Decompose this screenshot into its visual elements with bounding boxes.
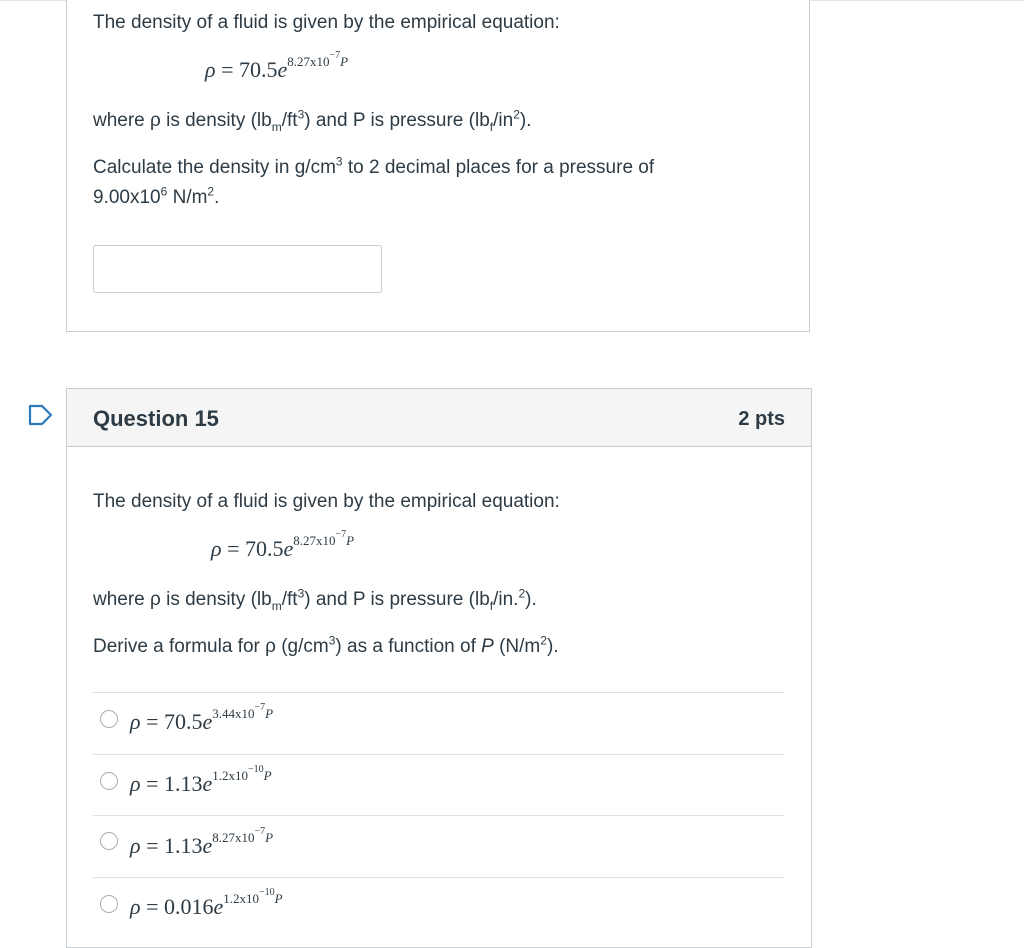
question-15-card	[66, 388, 812, 948]
eq-coef: 70.5	[244, 536, 284, 561]
radio-button-icon[interactable]	[100, 832, 118, 850]
q14-where-d: /in	[493, 110, 514, 131]
opt-coef: 1.13	[163, 833, 203, 858]
opt-exp-var: P	[265, 705, 274, 721]
question-title: Question 15	[93, 406, 219, 431]
eq-lhs: ρ	[211, 536, 222, 561]
q15-where-text	[93, 586, 537, 614]
eq-exponent	[287, 50, 349, 69]
radio-button-icon[interactable]	[100, 772, 118, 790]
opt-lhs: ρ	[130, 771, 141, 796]
opt-exp-mantissa: 1.2x10	[212, 767, 248, 783]
opt-base: e	[202, 771, 213, 796]
q14-calc-c: 9.00x10	[93, 187, 161, 208]
q14-calc-sup: 3	[335, 154, 343, 169]
eq-base: e	[283, 536, 294, 561]
opt-lhs: ρ	[130, 709, 141, 734]
opt-base: e	[213, 894, 224, 919]
q14-calc-sup2: 6	[160, 184, 168, 199]
opt-exp-power: −10	[259, 887, 275, 899]
option-divider	[93, 815, 784, 816]
opt-sign: =	[140, 894, 164, 919]
q15-equation	[211, 529, 355, 562]
eq-exp-var: P	[340, 53, 349, 69]
q15-where-sup2: 2	[518, 586, 526, 601]
eq-exp-power: −7	[335, 529, 347, 541]
answer-option-1[interactable]	[130, 702, 274, 735]
opt-coef: 1.13	[163, 771, 203, 796]
answer-option-4[interactable]	[130, 887, 283, 920]
q15-where-sub2: f	[489, 598, 494, 613]
opt-coef: 70.5	[163, 709, 203, 734]
eq-exp-mantissa: 8.27x10	[287, 53, 330, 69]
eq-base: e	[277, 57, 288, 82]
eq-exp-power: −7	[329, 50, 341, 62]
q15-derive-d: ).	[546, 636, 559, 657]
opt-exp-mantissa: 3.44x10	[212, 705, 255, 721]
q15-derive-a: Derive a formula for ρ (g/cm	[93, 636, 329, 657]
opt-exponent	[212, 702, 274, 721]
q14-equation	[205, 50, 349, 83]
question-15-header	[67, 389, 811, 447]
q14-calc-e: .	[214, 187, 220, 208]
q14-calc-b: to 2 decimal places for a pressure of	[342, 157, 655, 178]
eq-exponent	[293, 529, 355, 548]
opt-sign: =	[140, 771, 164, 796]
eq-sign: =	[215, 57, 239, 82]
q15-derive-text	[93, 633, 559, 661]
q14-where-sup2: 2	[513, 107, 520, 122]
q14-where-sub1: m	[271, 119, 282, 134]
q15-where-b: /ft	[281, 589, 298, 610]
answer-option-2[interactable]	[130, 764, 272, 797]
q15-derive-var: P	[481, 636, 494, 657]
q15-intro: The density of a fluid is given by the empirical equation:	[93, 491, 560, 512]
opt-exp-var: P	[265, 829, 274, 845]
answer-option-3[interactable]	[130, 826, 274, 859]
q14-calc-line2	[93, 184, 219, 212]
q14-calc-a: Calculate the density in g/cm	[93, 157, 336, 178]
q14-calc-sup3: 2	[207, 184, 215, 199]
option-divider	[93, 877, 784, 878]
opt-sign: =	[140, 833, 164, 858]
flag-question-icon[interactable]	[28, 404, 54, 426]
q15-where-e: ).	[525, 589, 537, 610]
q14-where-text	[93, 107, 531, 135]
opt-coef: 0.016	[163, 894, 214, 919]
radio-button-icon[interactable]	[100, 895, 118, 913]
opt-exp-var: P	[263, 767, 272, 783]
eq-sign: =	[221, 536, 245, 561]
q15-derive-sup: 3	[328, 633, 336, 648]
opt-exp-power: −7	[254, 826, 266, 838]
opt-base: e	[202, 833, 213, 858]
opt-exponent	[223, 887, 283, 906]
option-divider	[93, 754, 784, 755]
q15-where-c: ) and P is pressure (lb	[304, 589, 490, 610]
q14-calc-d: N/m	[167, 187, 208, 208]
opt-lhs: ρ	[130, 833, 141, 858]
q14-calc-line1	[93, 154, 654, 182]
q15-where-a: where ρ is density (lb	[93, 589, 272, 610]
q15-where-sup1: 3	[297, 586, 305, 601]
q14-where-a: where ρ is density (lb	[93, 110, 272, 131]
question-points: 2 pts	[738, 408, 785, 430]
opt-exponent	[212, 764, 272, 783]
opt-exp-power: −7	[254, 702, 266, 714]
opt-exp-mantissa: 8.27x10	[212, 829, 255, 845]
opt-exp-var: P	[274, 890, 283, 906]
q15-derive-c: (N/m	[493, 636, 541, 657]
eq-coef: 70.5	[238, 57, 278, 82]
eq-exp-mantissa: 8.27x10	[293, 532, 336, 548]
q14-where-b: /ft	[281, 110, 298, 131]
opt-exp-power: −10	[248, 764, 264, 776]
q14-where-e: ).	[519, 110, 532, 131]
opt-base: e	[202, 709, 213, 734]
q15-where-sub1: m	[271, 598, 282, 613]
opt-exp-mantissa: 1.2x10	[223, 890, 259, 906]
q15-derive-b: ) as a function of	[335, 636, 482, 657]
q15-where-d: /in.	[493, 589, 519, 610]
eq-exp-var: P	[346, 532, 355, 548]
opt-exponent	[212, 826, 274, 845]
q14-where-c: ) and P is pressure (lb	[304, 110, 490, 131]
q14-where-sup1: 3	[297, 107, 305, 122]
eq-lhs: ρ	[205, 57, 216, 82]
option-divider	[93, 692, 784, 693]
opt-lhs: ρ	[130, 894, 141, 919]
q14-where-sub2: f	[489, 119, 494, 134]
q14-answer-input[interactable]	[93, 245, 382, 293]
q15-derive-sup2: 2	[540, 633, 547, 648]
q14-intro: The density of a fluid is given by the empirical equation:	[93, 12, 560, 33]
radio-button-icon[interactable]	[100, 710, 118, 728]
opt-sign: =	[140, 709, 164, 734]
